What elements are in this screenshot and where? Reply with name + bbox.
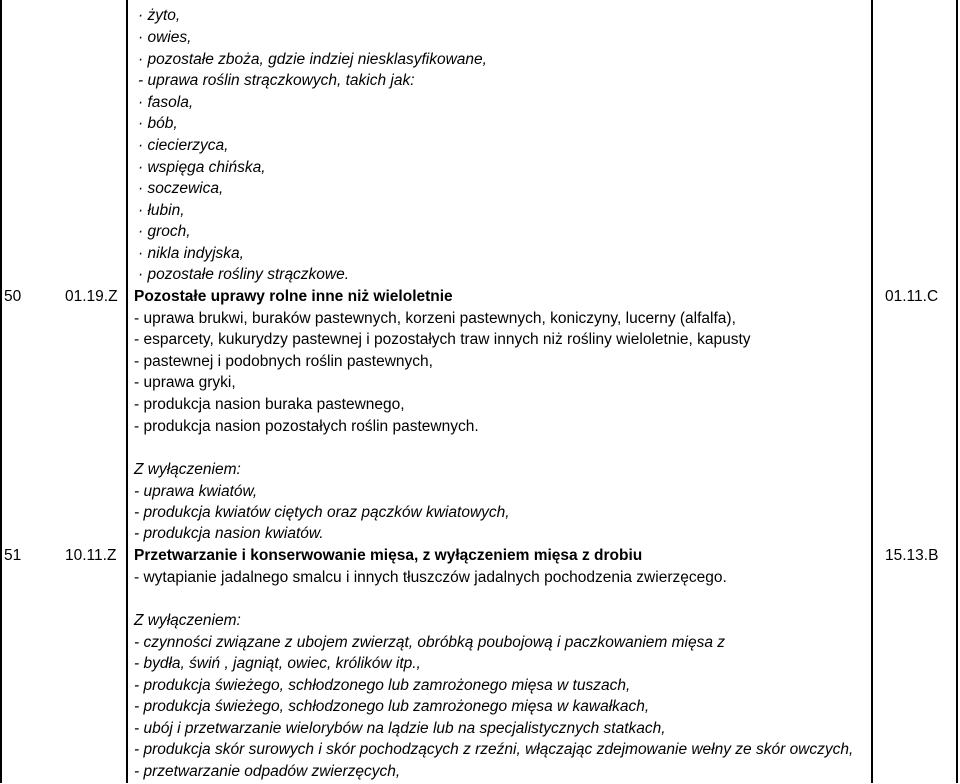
exclusion-item: - uprawa kwiatów, xyxy=(134,483,258,500)
list-item: · nikla indyjska, xyxy=(138,245,244,262)
list-item: · ciecierzyca, xyxy=(138,137,229,154)
exclusion-item: - produkcja nasion kwiatów. xyxy=(134,525,324,542)
list-item: · pozostałe zboża, gdzie indziej niesklasyfikowane, xyxy=(138,51,487,68)
list-item: - uprawa roślin strączkowych, takich jak: xyxy=(138,72,415,89)
exclusion-item: - produkcja skór surowych i skór pochodzących z rzeźni, włączając zdejmowanie wełny ze skór owczych, xyxy=(134,741,854,758)
section-title: Przetwarzanie i konserwowanie mięsa, z wyłączeniem mięsa z drobiu xyxy=(134,547,643,564)
exclusion-item: - produkcja świeżego, schłodzonego lub zamrożonego mięsa w tuszach, xyxy=(134,677,631,694)
list-item: · soczewica, xyxy=(138,180,224,197)
description-line: - uprawa gryki, xyxy=(134,374,236,391)
exclusion-item: - produkcja świeżego, schłodzonego lub zamrożonego mięsa w kawałkach, xyxy=(134,698,650,715)
list-item: · pozostałe rośliny strączkowe. xyxy=(138,266,350,283)
exclusion-heading: Z wyłączeniem: xyxy=(134,612,241,629)
row-number: 51 xyxy=(4,547,22,564)
list-item: · wspięga chińska, xyxy=(138,159,266,176)
list-item: · żyto, xyxy=(138,7,181,24)
description-line: - produkcja nasion pozostałych roślin pastewnych. xyxy=(134,418,479,435)
row-number: 50 xyxy=(4,288,22,305)
list-item: · owies, xyxy=(138,29,192,46)
table-border-left xyxy=(0,0,2,783)
section-title: Pozostałe uprawy rolne inne niż wieloletnie xyxy=(134,288,453,305)
exclusion-item: - czynności związane z ubojem zwierząt, obróbką poubojową i paczkowaniem mięsa z xyxy=(134,634,725,651)
pkd-code: 10.11.Z xyxy=(65,547,117,564)
description-line: - pastewnej i podobnych roślin pastewnych, xyxy=(134,353,433,370)
table-border-desc xyxy=(871,0,873,783)
reference-code: 01.11.C xyxy=(885,288,939,305)
exclusion-item: - przetwarzanie odpadów zwierzęcych, xyxy=(134,763,401,780)
table-border-right xyxy=(956,0,958,783)
description-line: - wytapianie jadalnego smalcu i innych tłuszczów jadalnych pochodzenia zwierzęcego. xyxy=(134,569,727,586)
exclusion-heading: Z wyłączeniem: xyxy=(134,461,241,478)
list-item: · bób, xyxy=(138,115,178,132)
exclusion-item: - produkcja kwiatów ciętych oraz pączków kwiatowych, xyxy=(134,504,510,521)
description-line: - produkcja nasion buraka pastewnego, xyxy=(134,396,405,413)
exclusion-item: - ubój i przetwarzanie wielorybów na lądzie lub na specjalistycznych statkach, xyxy=(134,720,666,737)
table-border-code xyxy=(126,0,128,783)
exclusion-item: - bydła, świń , jagniąt, owiec, królików itp., xyxy=(134,655,421,672)
list-item: · łubin, xyxy=(138,202,185,219)
pkd-code: 01.19.Z xyxy=(65,288,118,305)
reference-code: 15.13.B xyxy=(885,547,939,564)
list-item: · fasola, xyxy=(138,94,194,111)
list-item: · groch, xyxy=(138,223,191,240)
description-line: - uprawa brukwi, buraków pastewnych, korzeni pastewnych, koniczyny, lucerny (alfalfa), xyxy=(134,310,736,327)
description-line: - esparcety, kukurydzy pastewnej i pozostałych traw innych niż rośliny wieloletnie, kapusty xyxy=(134,331,751,348)
